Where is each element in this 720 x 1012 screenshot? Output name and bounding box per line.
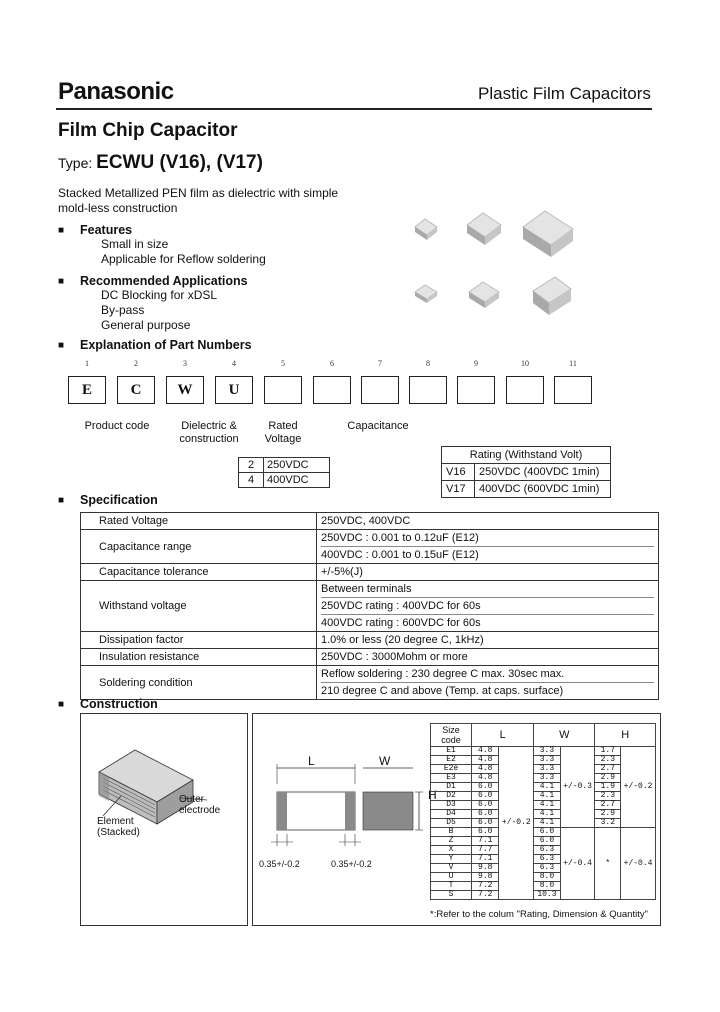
value-line: Reflow soldering : 230 degree C max. 30sec max. <box>321 668 565 680</box>
table-cell: 4.1 <box>534 810 561 819</box>
spec-value <box>317 632 659 649</box>
chip-large-icon <box>533 277 571 315</box>
table-cell: 3.3 <box>534 774 561 783</box>
code-box: U <box>215 376 253 404</box>
table-cell: 2 <box>239 458 264 473</box>
label-product-code: Product code <box>84 420 150 432</box>
table-cell: 2.7 <box>595 801 621 810</box>
col-header: H <box>595 724 656 747</box>
position-index: 9 <box>474 359 478 368</box>
spec-value <box>317 649 659 666</box>
table-row <box>81 513 659 530</box>
label-rated-voltage <box>257 420 309 446</box>
spec-value <box>317 530 659 564</box>
table-cell: T <box>431 882 472 891</box>
value-line: 250VDC : 3000Mohm or more <box>321 651 468 663</box>
table-cell: 4.8 <box>472 774 499 783</box>
spec-label: Capacitance tolerance <box>81 564 317 581</box>
dimension-drawing <box>263 754 443 904</box>
table-cell: 4.8 <box>472 756 499 765</box>
table-cell: E1 <box>431 747 472 756</box>
table-cell: 2.7 <box>595 765 621 774</box>
spec-label: Soldering condition <box>81 666 317 700</box>
construction-drawing-panel <box>80 713 248 926</box>
table-cell: V17 <box>442 481 475 498</box>
table-cell: 6.3 <box>534 846 561 855</box>
product-title: Film Chip Capacitor <box>58 120 238 141</box>
table-cell: +/-0.3 <box>560 747 595 828</box>
code-box <box>506 376 544 404</box>
table-cell: S <box>431 891 472 900</box>
spec-label: Dissipation factor <box>81 632 317 649</box>
table-cell: 2.9 <box>595 774 621 783</box>
chip-small-icon <box>415 285 437 303</box>
table-cell: E2e <box>431 765 472 774</box>
col-header: W <box>534 724 595 747</box>
position-index: 3 <box>183 359 187 368</box>
table-row <box>81 632 659 649</box>
table-cell: D4 <box>431 810 472 819</box>
chip-medium-icon <box>469 282 499 308</box>
label-line: (Stacked) <box>97 827 140 838</box>
value-line: +/-5%(J) <box>321 566 363 578</box>
table-cell: D2 <box>431 792 472 801</box>
table-cell: 6.3 <box>534 864 561 873</box>
table-cell: 250VDC <box>264 458 330 473</box>
table-row <box>442 447 611 464</box>
table-cell: 9.8 <box>472 864 499 873</box>
code-box: W <box>166 376 204 404</box>
table-cell: * <box>595 828 621 900</box>
spec-label: Capacitance range <box>81 530 317 564</box>
table-cell: +/-0.2 <box>499 747 534 900</box>
brand-logo: Panasonic <box>58 78 174 105</box>
position-index: 5 <box>281 359 285 368</box>
table-cell: 4.8 <box>472 765 499 774</box>
construction-heading: Construction <box>80 697 158 711</box>
terminal-right-label: 0.35+/-0.2 <box>331 859 372 869</box>
table-cell: V16 <box>442 464 475 481</box>
rating-table <box>441 446 611 498</box>
table-cell: 6.3 <box>534 855 561 864</box>
table-cell: 9.8 <box>472 873 499 882</box>
table-cell: 6.0 <box>472 828 499 837</box>
table-cell: B <box>431 828 472 837</box>
label-line: Rated <box>268 420 298 432</box>
table-cell: V <box>431 864 472 873</box>
table-row <box>442 464 611 481</box>
value-line: Between terminals <box>321 583 412 595</box>
table-cell: 6.0 <box>472 792 499 801</box>
document-title: Plastic Film Capacitors <box>478 84 651 103</box>
product-description <box>58 186 338 216</box>
list-item: Applicable for Reflow soldering <box>101 252 266 266</box>
terminal-left-label: 0.35+/-0.2 <box>259 859 300 869</box>
table-row <box>442 481 611 498</box>
type-label: Type: <box>58 155 93 171</box>
table-cell: 6.0 <box>472 819 499 828</box>
table-row <box>81 666 659 700</box>
value-line: 400VDC rating : 600VDC for 60s <box>321 614 654 631</box>
table-row <box>81 530 659 564</box>
table-cell: 3.3 <box>534 765 561 774</box>
table-cell: 8.0 <box>534 873 561 882</box>
table-cell: +/-0.4 <box>560 828 595 900</box>
table-row <box>81 649 659 666</box>
table-cell: U <box>431 873 472 882</box>
table-cell: Y <box>431 855 472 864</box>
chip-medium-icon <box>467 213 501 245</box>
label-line: Element <box>97 816 134 827</box>
table-cell: 2.3 <box>595 792 621 801</box>
code-box <box>457 376 495 404</box>
spec-value <box>317 564 659 581</box>
table-cell: E2 <box>431 756 472 765</box>
chip-large-icon <box>523 211 573 257</box>
table-row <box>81 564 659 581</box>
table-cell: D3 <box>431 801 472 810</box>
table-cell: 6.0 <box>472 801 499 810</box>
table-cell: 3.3 <box>534 756 561 765</box>
table-cell: 4.1 <box>534 783 561 792</box>
bullet-icon: ■ <box>58 495 65 506</box>
features-list <box>101 237 266 267</box>
value-line: 400VDC : 0.001 to 0.15uF (E12) <box>321 546 654 563</box>
position-index: 10 <box>521 359 529 368</box>
table-cell: 1.9 <box>595 783 621 792</box>
position-index: 4 <box>232 359 236 368</box>
table-cell: 2.3 <box>595 756 621 765</box>
table-cell: 4.1 <box>534 792 561 801</box>
type-line <box>58 152 263 174</box>
col-header: Size code <box>431 724 472 747</box>
voltage-code-table <box>238 457 330 488</box>
table-cell: Z <box>431 837 472 846</box>
list-item: General purpose <box>101 318 191 332</box>
table-cell: 6.0 <box>534 837 561 846</box>
table-row <box>431 724 656 747</box>
label-line: Voltage <box>264 433 302 445</box>
chip-small-icon <box>415 219 437 240</box>
bullet-icon: ■ <box>58 225 65 236</box>
spec-label: Insulation resistance <box>81 649 317 666</box>
specification-heading: Specification <box>80 493 158 507</box>
description-line: mold-less construction <box>58 201 178 215</box>
table-cell: 3.2 <box>595 819 621 828</box>
size-footnote: *:Refer to the colum "Rating, Dimension & Quantity" <box>430 909 648 920</box>
table-cell: 7.2 <box>472 891 499 900</box>
table-cell: +/-0.2 <box>621 747 656 828</box>
bullet-icon: ■ <box>58 276 65 287</box>
position-index: 1 <box>85 359 89 368</box>
table-cell: 4 <box>239 473 264 488</box>
table-cell: E3 <box>431 774 472 783</box>
position-index: 8 <box>426 359 430 368</box>
bullet-icon: ■ <box>58 699 65 710</box>
table-cell: 2.9 <box>595 810 621 819</box>
table-cell: 250VDC (400VDC 1min) <box>475 464 611 481</box>
code-box <box>409 376 447 404</box>
element-label <box>97 816 140 838</box>
table-cell: 8.0 <box>534 882 561 891</box>
dim-W-label: W <box>379 754 391 768</box>
table-cell: 4.1 <box>534 801 561 810</box>
label-capacitance: Capacitance <box>347 420 409 432</box>
code-box <box>264 376 302 404</box>
table-cell: D1 <box>431 783 472 792</box>
table-cell: X <box>431 846 472 855</box>
list-item: Small in size <box>101 237 169 251</box>
specification-table <box>80 512 659 700</box>
table-cell: 6.0 <box>472 810 499 819</box>
table-cell: 4.1 <box>534 819 561 828</box>
description-line: Stacked Metallized PEN film as dielectric with simple <box>58 186 339 200</box>
applications-list <box>101 288 217 333</box>
value-line: 250VDC : 0.001 to 0.12uF (E12) <box>321 532 479 544</box>
dim-H-label: H <box>428 788 437 802</box>
table-cell: 1.7 <box>595 747 621 756</box>
dim-L-label: L <box>308 754 315 768</box>
table-cell: 7.1 <box>472 855 499 864</box>
header-rule <box>56 108 652 110</box>
table-cell: 7.1 <box>472 837 499 846</box>
size-table-body <box>431 747 656 900</box>
label-line: construction <box>179 433 239 445</box>
table-cell: 6.0 <box>534 828 561 837</box>
list-item: DC Blocking for xDSL <box>101 288 218 302</box>
value-line: 1.0% or less (20 degree C, 1kHz) <box>321 634 484 646</box>
value-line: 250VDC, 400VDC <box>321 515 411 527</box>
table-cell: 4.8 <box>472 747 499 756</box>
col-header: L <box>472 724 534 747</box>
size-table <box>430 723 656 900</box>
code-box: C <box>117 376 155 404</box>
table-cell: 7.2 <box>472 882 499 891</box>
code-box <box>361 376 399 404</box>
table-cell: 6.0 <box>472 783 499 792</box>
value-line: 250VDC rating : 400VDC for 60s <box>321 597 654 614</box>
code-box <box>554 376 592 404</box>
label-line: Dielectric & <box>181 420 237 432</box>
spec-value <box>317 513 659 530</box>
code-box: E <box>68 376 106 404</box>
table-row <box>239 458 330 473</box>
table-cell: D5 <box>431 819 472 828</box>
table-cell: +/-0.4 <box>621 828 656 900</box>
position-index: 2 <box>134 359 138 368</box>
outer-electrode-label: Outer electrode <box>179 794 221 816</box>
spec-value <box>317 666 659 700</box>
type-value: ECWU (V16), (V17) <box>96 152 263 173</box>
applications-heading: Recommended Applications <box>80 274 248 288</box>
table-row <box>239 473 330 488</box>
table-header: Rating (Withstand Volt) <box>442 447 611 464</box>
position-index: 11 <box>569 359 577 368</box>
spec-value <box>317 581 659 632</box>
table-cell: 10.3 <box>534 891 561 900</box>
label-dielectric <box>166 420 252 446</box>
features-heading: Features <box>80 223 133 237</box>
table-row <box>81 581 659 632</box>
value-line: 210 degree C and above (Temp. at caps. surface) <box>321 682 654 699</box>
bullet-icon: ■ <box>58 340 65 351</box>
spec-label: Rated Voltage <box>81 513 317 530</box>
table-cell: 400VDC <box>264 473 330 488</box>
code-box <box>313 376 351 404</box>
position-index: 6 <box>330 359 334 368</box>
list-item: By-pass <box>101 303 145 317</box>
spec-label: Withstand voltage <box>81 581 317 632</box>
table-cell: 3.3 <box>534 747 561 756</box>
part-numbers-heading: Explanation of Part Numbers <box>80 338 252 352</box>
table-cell: 7.7 <box>472 846 499 855</box>
chip-photos <box>405 205 585 325</box>
table-cell: 400VDC (600VDC 1min) <box>475 481 611 498</box>
position-index: 7 <box>378 359 382 368</box>
